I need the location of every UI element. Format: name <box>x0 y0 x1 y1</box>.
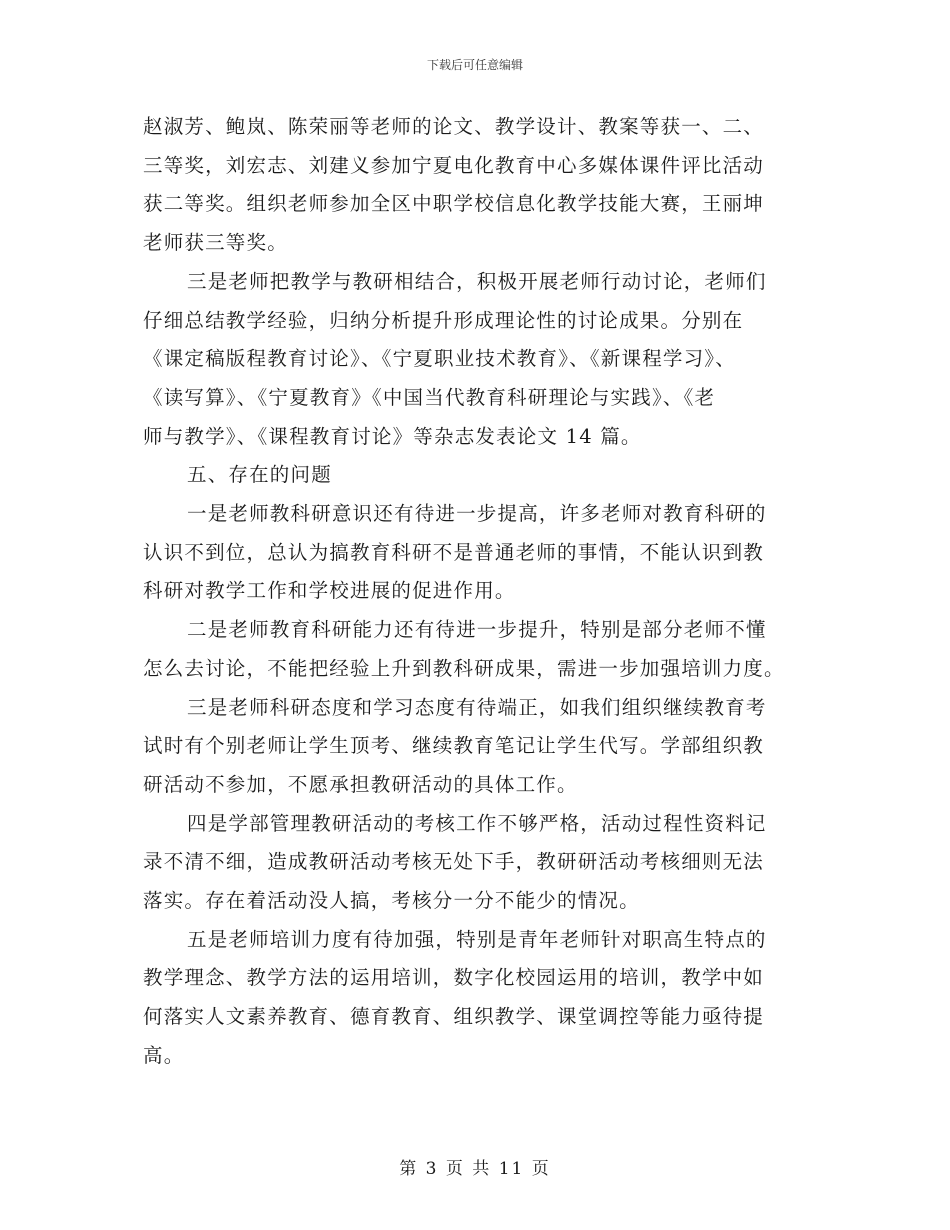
text-line: 赵淑芳、鲍岚、陈荣丽等老师的论文、教学设计、教案等获一、二、 <box>143 115 765 138</box>
text-line: 《课定稿版程教育讨论》、《宁夏职业技术教育》、《新课程学习》、 <box>143 347 736 371</box>
text-line: 怎么去讨论，不能把经验上升到教科研成果，需进一步加强培训力度。 <box>143 656 785 680</box>
text-line: 三等奖，刘宏志、刘建义参加宁夏电化教育中心多媒体课件评比活动 <box>143 153 765 177</box>
paragraph-start-line: 三是老师科研态度和学习态度有待端正，如我们组织继续教育考 <box>187 695 767 719</box>
text-line: 仔细总结教学经验，归纳分析提升形成理论性的讨论成果。分别在 <box>143 308 744 332</box>
page-header: 下载后可任意编辑 <box>426 58 523 72</box>
text-line: 何落实人文素养教育、德育教育、组织教学、课堂调控等能力亟待提 <box>143 1005 765 1029</box>
text-line: 试时有个别老师让学生顶考、继续教育笔记让学生代写。学部组织教 <box>143 734 765 758</box>
paragraph-start-line: 三是老师把教学与教研相结合，积极开展老师行动讨论，老师们 <box>187 269 767 293</box>
text-line: 落实。存在着活动没人搞，考核分一分不能少的情况。 <box>143 889 640 913</box>
text-line: 教学理念、教学方法的运用培训，数字化校园运用的培训，教学中如 <box>143 966 765 990</box>
text-line: 认识不到位，总认为搞教育科研不是普通老师的事情，不能认识到教 <box>143 540 765 564</box>
paragraph-start-line: 五是老师培训力度有待加强，特别是青年老师针对职高生特点的 <box>187 927 767 951</box>
paragraph-start-line: 一是老师教科研意识还有待进一步提高，许多老师对教育科研的 <box>187 502 767 526</box>
paragraph-start-line: 二是老师教育科研能力还有待进一步提升，特别是部分老师不懂 <box>187 618 767 642</box>
text-line: 老师获三等奖。 <box>143 231 288 255</box>
text-line: 高。 <box>143 1043 185 1067</box>
section-heading: 五、存在的问题 <box>187 463 332 487</box>
text-line: 师与教学》、《课程教育讨论》等杂志发表论文 14 篇。 <box>143 424 642 448</box>
text-line: 录不清不细，造成教研活动考核无处下手，教研研活动考核细则无法 <box>143 850 765 874</box>
text-line: 《读写算》、《宁夏教育》《中国当代教育科研理论与实践》、《老 <box>143 385 716 409</box>
text-line: 研活动不参加，不愿承担教研活动的具体工作。 <box>143 772 578 796</box>
document-body <box>143 108 810 1076</box>
paragraph-start-line: 四是学部管理教研活动的考核工作不够严格，活动过程性资料记 <box>187 811 767 835</box>
text-line: 获二等奖。组织老师参加全区中职学校信息化教学技能大赛，王丽坤 <box>143 192 765 216</box>
page-number-footer: 第 3 页 共 11 页 <box>399 1159 551 1179</box>
text-line: 科研对教学工作和学校进展的促进作用。 <box>143 579 516 603</box>
